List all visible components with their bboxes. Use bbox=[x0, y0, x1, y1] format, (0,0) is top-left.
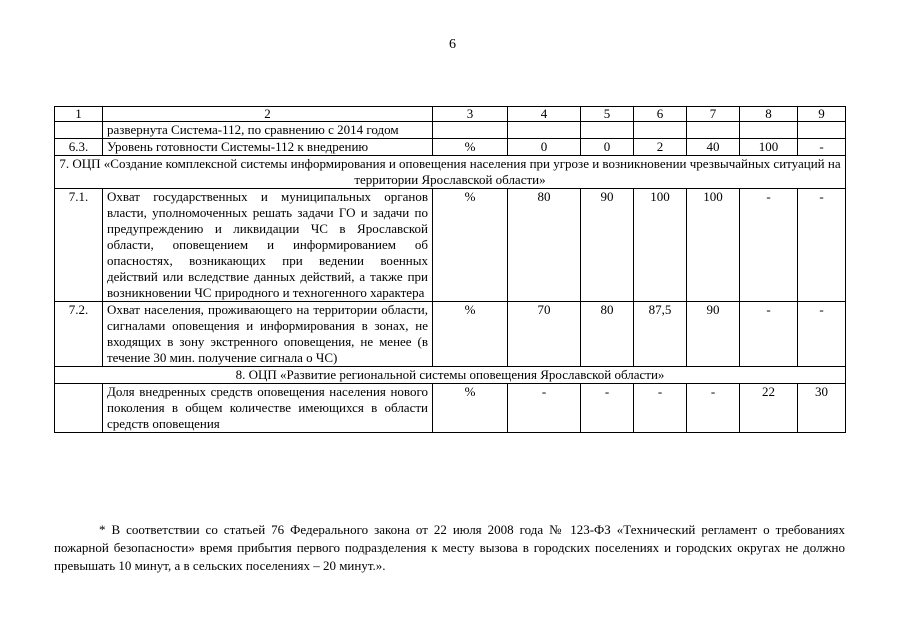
value-cell: 0 bbox=[581, 139, 634, 156]
value-cell: - bbox=[740, 302, 798, 367]
row-number: 7.2. bbox=[55, 302, 103, 367]
value-cell: - bbox=[740, 189, 798, 302]
column-number: 7 bbox=[687, 107, 740, 122]
row-number bbox=[55, 122, 103, 139]
column-number: 3 bbox=[433, 107, 508, 122]
row-number: 6.3. bbox=[55, 139, 103, 156]
value-cell: - bbox=[798, 139, 846, 156]
section-8-title: 8. ОЦП «Развитие региональной системы оповещения Ярославской области» bbox=[55, 367, 846, 384]
column-number: 9 bbox=[798, 107, 846, 122]
value-cell: 100 bbox=[687, 189, 740, 302]
value-cell: - bbox=[508, 384, 581, 433]
value-cell: 30 bbox=[798, 384, 846, 433]
indicator-name: Уровень готовности Системы-112 к внедрению bbox=[103, 139, 433, 156]
value-cell: 100 bbox=[634, 189, 687, 302]
value-cell: - bbox=[798, 189, 846, 302]
value-cell: 70 bbox=[508, 302, 581, 367]
value-cell: - bbox=[581, 384, 634, 433]
value-cell: 80 bbox=[581, 302, 634, 367]
table-row bbox=[55, 384, 846, 433]
column-number: 8 bbox=[740, 107, 798, 122]
unit-cell: % bbox=[433, 384, 508, 433]
value-cell: - bbox=[798, 302, 846, 367]
value-cell: 40 bbox=[687, 139, 740, 156]
indicator-name: Доля внедренных средств оповещения населения нового поколения в общем количестве имеющихся в области средств оповещения bbox=[103, 384, 433, 433]
value-cell: 80 bbox=[508, 189, 581, 302]
column-number: 1 bbox=[55, 107, 103, 122]
indicator-name: Охват населения, проживающего на территории области, сигналами оповещения и информирования в зонах, не входящих в зону экстренного оповещения, не менее (в течение 30 мин. получение сигнала о ЧС) bbox=[103, 302, 433, 367]
value-cell bbox=[581, 122, 634, 139]
indicators-table bbox=[54, 106, 846, 433]
column-number: 4 bbox=[508, 107, 581, 122]
value-cell: 87,5 bbox=[634, 302, 687, 367]
column-number: 6 bbox=[634, 107, 687, 122]
value-cell: 22 bbox=[740, 384, 798, 433]
value-cell bbox=[740, 122, 798, 139]
value-cell bbox=[508, 122, 581, 139]
row-number bbox=[55, 384, 103, 433]
page-number: 6 bbox=[449, 37, 456, 52]
value-cell: - bbox=[687, 384, 740, 433]
value-cell bbox=[798, 122, 846, 139]
value-cell: 2 bbox=[634, 139, 687, 156]
unit-cell: % bbox=[433, 302, 508, 367]
value-cell: 90 bbox=[687, 302, 740, 367]
section-row bbox=[55, 156, 846, 189]
table-row bbox=[55, 139, 846, 156]
footnote: * В соответствии со статьей 76 Федерального закона от 22 июля 2008 года № 123-ФЗ «Технический регламент о требованиях пожарной безопасности» время прибытия первого подразделения к месту вызова в городских поселениях и городских округах не должно превышать 10 минут, а в сельских поселениях – 20 минут.». bbox=[54, 522, 845, 573]
table-row bbox=[55, 302, 846, 367]
section-row bbox=[55, 367, 846, 384]
column-number: 2 bbox=[103, 107, 433, 122]
value-cell: 90 bbox=[581, 189, 634, 302]
indicator-name: развернута Система-112, по сравнению с 2014 годом bbox=[103, 122, 433, 139]
value-cell: 100 bbox=[740, 139, 798, 156]
table-header-row bbox=[55, 107, 846, 122]
indicator-name: Охват государственных и муниципальных органов власти, уполномоченных решать задачи ГО и задачи по предупреждению и ликвидации ЧС в Ярославской области, оповещением и информированием об опасностях, возникающих при ведении военных действий или вследствие данных действий, а также при возникновении ЧС природного и техногенного характера bbox=[103, 189, 433, 302]
value-cell: - bbox=[634, 384, 687, 433]
value-cell bbox=[687, 122, 740, 139]
value-cell bbox=[634, 122, 687, 139]
value-cell: 0 bbox=[508, 139, 581, 156]
unit-cell bbox=[433, 122, 508, 139]
column-number: 5 bbox=[581, 107, 634, 122]
unit-cell: % bbox=[433, 189, 508, 302]
row-number: 7.1. bbox=[55, 189, 103, 302]
table-row bbox=[55, 122, 846, 139]
unit-cell: % bbox=[433, 139, 508, 156]
section-7-title: 7. ОЦП «Создание комплексной системы информирования и оповещения населения при угрозе и возникновении чрезвычайных ситуаций на территории Ярославской области» bbox=[55, 156, 846, 189]
table-row bbox=[55, 189, 846, 302]
